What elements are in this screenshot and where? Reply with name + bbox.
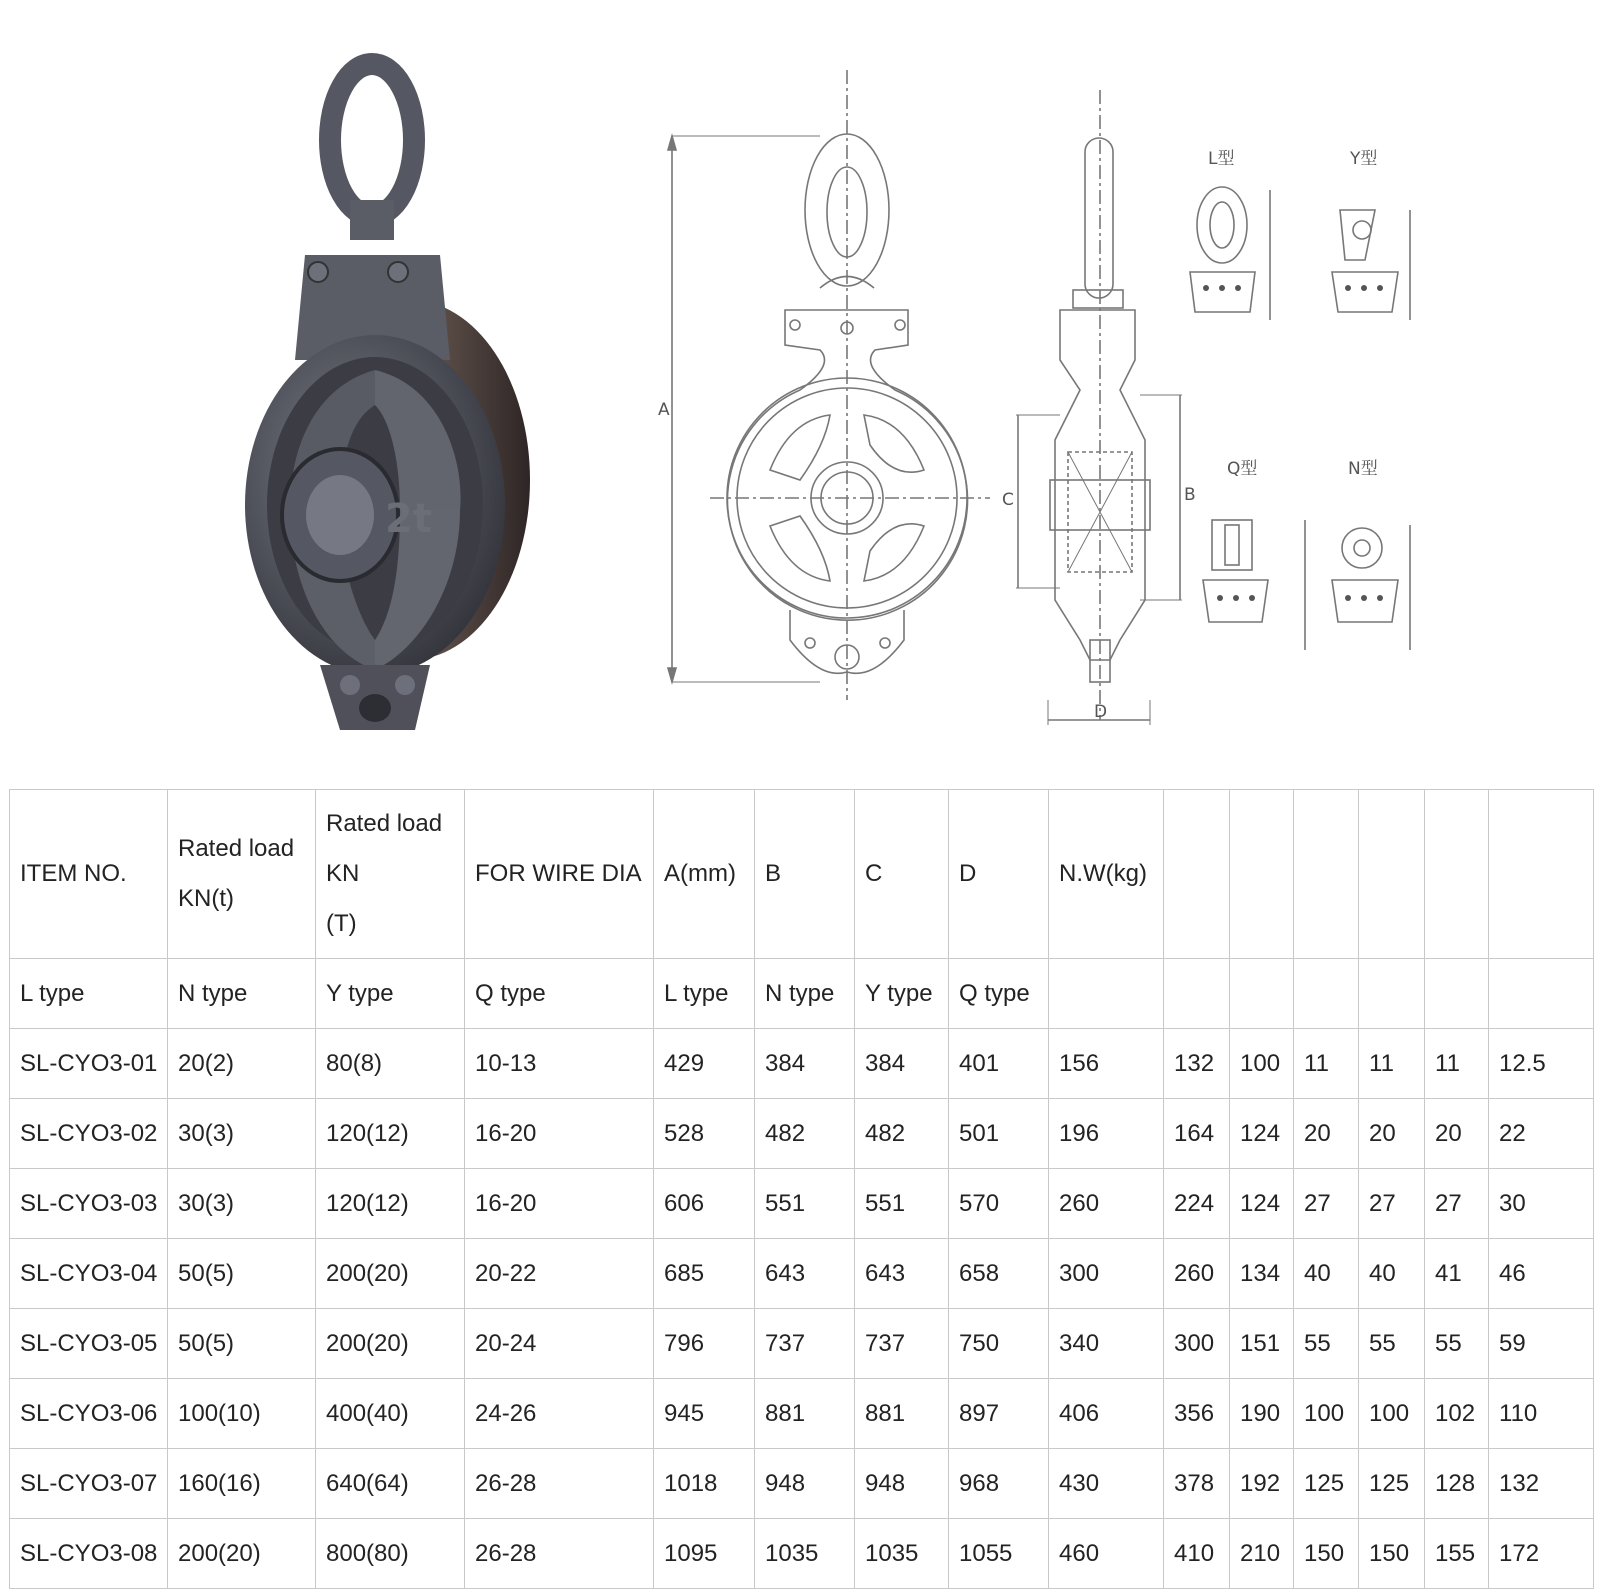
table-cell: SL-CYO3-08 — [10, 1519, 168, 1589]
table-cell: Rated load KN (T) — [316, 790, 465, 959]
variant-label-y: Y型 — [1350, 149, 1378, 169]
table-cell — [1294, 790, 1359, 959]
table-cell: 658 — [949, 1239, 1049, 1309]
table-cell: 429 — [654, 1029, 755, 1099]
table-cell: 125 — [1294, 1449, 1359, 1519]
table-cell: 12.5 — [1489, 1029, 1594, 1099]
table-row — [10, 1099, 1594, 1169]
table-cell: 685 — [654, 1239, 755, 1309]
table-cell: 20-24 — [465, 1309, 654, 1379]
table-cell: D — [949, 790, 1049, 959]
table-cell: 164 — [1164, 1099, 1230, 1169]
table-cell: 160(16) — [168, 1449, 316, 1519]
table-cell: 24-26 — [465, 1379, 654, 1449]
table-cell: 11 — [1359, 1029, 1425, 1099]
table-cell — [1489, 790, 1594, 959]
table-cell: Q type — [949, 959, 1049, 1029]
table-cell: 570 — [949, 1169, 1049, 1239]
table-cell — [1359, 959, 1425, 1029]
table-cell: N type — [755, 959, 855, 1029]
dimension-label-b: B — [1184, 485, 1196, 505]
table-cell: 26-28 — [465, 1519, 654, 1589]
table-cell: 897 — [949, 1379, 1049, 1449]
table-cell: 40 — [1359, 1239, 1425, 1309]
table-cell: SL-CYO3-07 — [10, 1449, 168, 1519]
table-cell: 501 — [949, 1099, 1049, 1169]
dimension-label-d: D — [1094, 702, 1108, 722]
table-cell: 190 — [1230, 1379, 1294, 1449]
table-cell: 100 — [1294, 1379, 1359, 1449]
table-cell: 41 — [1425, 1239, 1489, 1309]
table-cell: FOR WIRE DIA — [465, 790, 654, 959]
table-cell: 356 — [1164, 1379, 1230, 1449]
table-cell: 551 — [855, 1169, 949, 1239]
table-cell: 30(3) — [168, 1099, 316, 1169]
table-cell — [1230, 959, 1294, 1029]
eye-ring — [330, 64, 414, 216]
table-cell: SL-CYO3-03 — [10, 1169, 168, 1239]
table-cell — [1425, 790, 1489, 959]
dimension-label-a: A — [658, 400, 670, 420]
technical-drawing — [650, 60, 1470, 750]
table-cell: 260 — [1164, 1239, 1230, 1309]
table-cell: Q type — [465, 959, 654, 1029]
table-cell — [1164, 959, 1230, 1029]
table-cell: 737 — [855, 1309, 949, 1379]
table-subheader-row — [10, 959, 1594, 1029]
table-cell: L type — [10, 959, 168, 1029]
table-cell: 20 — [1359, 1099, 1425, 1169]
table-cell: SL-CYO3-02 — [10, 1099, 168, 1169]
variant-label-q: Q型 — [1227, 459, 1258, 479]
table-cell: 796 — [654, 1309, 755, 1379]
table-cell: C — [855, 790, 949, 959]
table-cell: 1095 — [654, 1519, 755, 1589]
table-cell: 482 — [855, 1099, 949, 1169]
table-cell: 1035 — [755, 1519, 855, 1589]
table-cell: 192 — [1230, 1449, 1294, 1519]
table-cell — [1164, 790, 1230, 959]
table-cell: 100(10) — [168, 1379, 316, 1449]
table-cell: Y type — [855, 959, 949, 1029]
table-cell: 10-13 — [465, 1029, 654, 1099]
table-cell — [1049, 959, 1164, 1029]
table-cell: 100 — [1359, 1379, 1425, 1449]
table-cell: 55 — [1294, 1309, 1359, 1379]
table-cell: 551 — [755, 1169, 855, 1239]
table-cell: 132 — [1489, 1449, 1594, 1519]
table-cell: 430 — [1049, 1449, 1164, 1519]
table-cell: 27 — [1425, 1169, 1489, 1239]
variant-label-n: N型 — [1348, 459, 1378, 479]
table-cell: 124 — [1230, 1099, 1294, 1169]
table-cell: N.W(kg) — [1049, 790, 1164, 959]
table-cell: B — [755, 790, 855, 959]
table-cell: 210 — [1230, 1519, 1294, 1589]
table-cell: 200(20) — [316, 1309, 465, 1379]
table-cell: 20 — [1425, 1099, 1489, 1169]
variant-label-l: L型 — [1208, 149, 1235, 169]
table-cell: 172 — [1489, 1519, 1594, 1589]
pulley-block-photo — [210, 40, 570, 740]
table-cell — [1294, 959, 1359, 1029]
table-cell: 881 — [855, 1379, 949, 1449]
table-cell: 102 — [1425, 1379, 1489, 1449]
table-cell: 128 — [1425, 1449, 1489, 1519]
table-cell: SL-CYO3-01 — [10, 1029, 168, 1099]
table-cell — [1230, 790, 1294, 959]
table-cell: 400(40) — [316, 1379, 465, 1449]
table-cell: 30 — [1489, 1169, 1594, 1239]
table-cell: SL-CYO3-04 — [10, 1239, 168, 1309]
table-cell: 1055 — [949, 1519, 1049, 1589]
table-cell: 59 — [1489, 1309, 1594, 1379]
table-cell: ITEM NO. — [10, 790, 168, 959]
table-row — [10, 1029, 1594, 1099]
table-cell: 22 — [1489, 1099, 1594, 1169]
table-cell: 737 — [755, 1309, 855, 1379]
table-cell: 340 — [1049, 1309, 1164, 1379]
table-cell: 16-20 — [465, 1099, 654, 1169]
table-cell: 224 — [1164, 1169, 1230, 1239]
table-cell: 945 — [654, 1379, 755, 1449]
table-cell: 30(3) — [168, 1169, 316, 1239]
table-cell: 384 — [855, 1029, 949, 1099]
table-cell: 300 — [1049, 1239, 1164, 1309]
table-cell: 528 — [654, 1099, 755, 1169]
table-cell: 260 — [1049, 1169, 1164, 1239]
table-cell: 606 — [654, 1169, 755, 1239]
table-cell: 80(8) — [316, 1029, 465, 1099]
table-cell: 120(12) — [316, 1099, 465, 1169]
table-cell: 55 — [1359, 1309, 1425, 1379]
table-cell: 196 — [1049, 1099, 1164, 1169]
table-cell: Rated load KN(t) — [168, 790, 316, 959]
table-cell: 750 — [949, 1309, 1049, 1379]
table-cell: 50(5) — [168, 1309, 316, 1379]
table-cell: A(mm) — [654, 790, 755, 959]
table-cell: 968 — [949, 1449, 1049, 1519]
table-cell: 155 — [1425, 1519, 1489, 1589]
table-cell: 150 — [1359, 1519, 1425, 1589]
table-cell: 100 — [1230, 1029, 1294, 1099]
table-cell: 20 — [1294, 1099, 1359, 1169]
table-cell: 401 — [949, 1029, 1049, 1099]
table-row — [10, 1169, 1594, 1239]
table-cell: 460 — [1049, 1519, 1164, 1589]
table-cell: 124 — [1230, 1169, 1294, 1239]
table-cell: 40 — [1294, 1239, 1359, 1309]
table-cell: 16-20 — [465, 1169, 654, 1239]
table-cell: 800(80) — [316, 1519, 465, 1589]
table-cell — [1359, 790, 1425, 959]
table-cell: 55 — [1425, 1309, 1489, 1379]
table-cell: SL-CYO3-06 — [10, 1379, 168, 1449]
table-cell: 482 — [755, 1099, 855, 1169]
table-cell: 46 — [1489, 1239, 1594, 1309]
table-row — [10, 1449, 1594, 1519]
table-cell: 948 — [855, 1449, 949, 1519]
spec-table-body — [10, 790, 1594, 1589]
table-cell: Y type — [316, 959, 465, 1029]
table-cell: 643 — [855, 1239, 949, 1309]
table-cell: 50(5) — [168, 1239, 316, 1309]
table-cell: 151 — [1230, 1309, 1294, 1379]
table-cell: 948 — [755, 1449, 855, 1519]
table-cell: 134 — [1230, 1239, 1294, 1309]
table-cell: 300 — [1164, 1309, 1230, 1379]
table-cell: 27 — [1294, 1169, 1359, 1239]
table-cell: 110 — [1489, 1379, 1594, 1449]
table-cell: 881 — [755, 1379, 855, 1449]
table-cell: 410 — [1164, 1519, 1230, 1589]
table-cell: 406 — [1049, 1379, 1164, 1449]
table-cell: 125 — [1359, 1449, 1425, 1519]
table-row — [10, 1309, 1594, 1379]
table-cell: 643 — [755, 1239, 855, 1309]
table-cell: 120(12) — [316, 1169, 465, 1239]
table-cell: 20(2) — [168, 1029, 316, 1099]
table-cell: 384 — [755, 1029, 855, 1099]
table-cell: 11 — [1294, 1029, 1359, 1099]
table-cell: 1035 — [855, 1519, 949, 1589]
table-cell: 11 — [1425, 1029, 1489, 1099]
table-cell — [1489, 959, 1594, 1029]
table-cell: 20-22 — [465, 1239, 654, 1309]
table-cell: 200(20) — [168, 1519, 316, 1589]
table-row — [10, 1379, 1594, 1449]
table-cell: 640(64) — [316, 1449, 465, 1519]
table-cell: 200(20) — [316, 1239, 465, 1309]
table-cell: 1018 — [654, 1449, 755, 1519]
table-cell: SL-CYO3-05 — [10, 1309, 168, 1379]
table-cell: N type — [168, 959, 316, 1029]
spec-table — [9, 789, 1594, 1589]
table-cell: 156 — [1049, 1029, 1164, 1099]
table-cell: 132 — [1164, 1029, 1230, 1099]
table-cell — [1425, 959, 1489, 1029]
dimension-label-c: C — [1002, 490, 1014, 510]
table-cell: 378 — [1164, 1449, 1230, 1519]
table-cell: 26-28 — [465, 1449, 654, 1519]
table-cell: 150 — [1294, 1519, 1359, 1589]
table-row — [10, 1519, 1594, 1589]
load-marking: 2t — [385, 496, 432, 542]
table-cell: L type — [654, 959, 755, 1029]
table-row — [10, 1239, 1594, 1309]
table-header-row — [10, 790, 1594, 959]
table-cell: 27 — [1359, 1169, 1425, 1239]
